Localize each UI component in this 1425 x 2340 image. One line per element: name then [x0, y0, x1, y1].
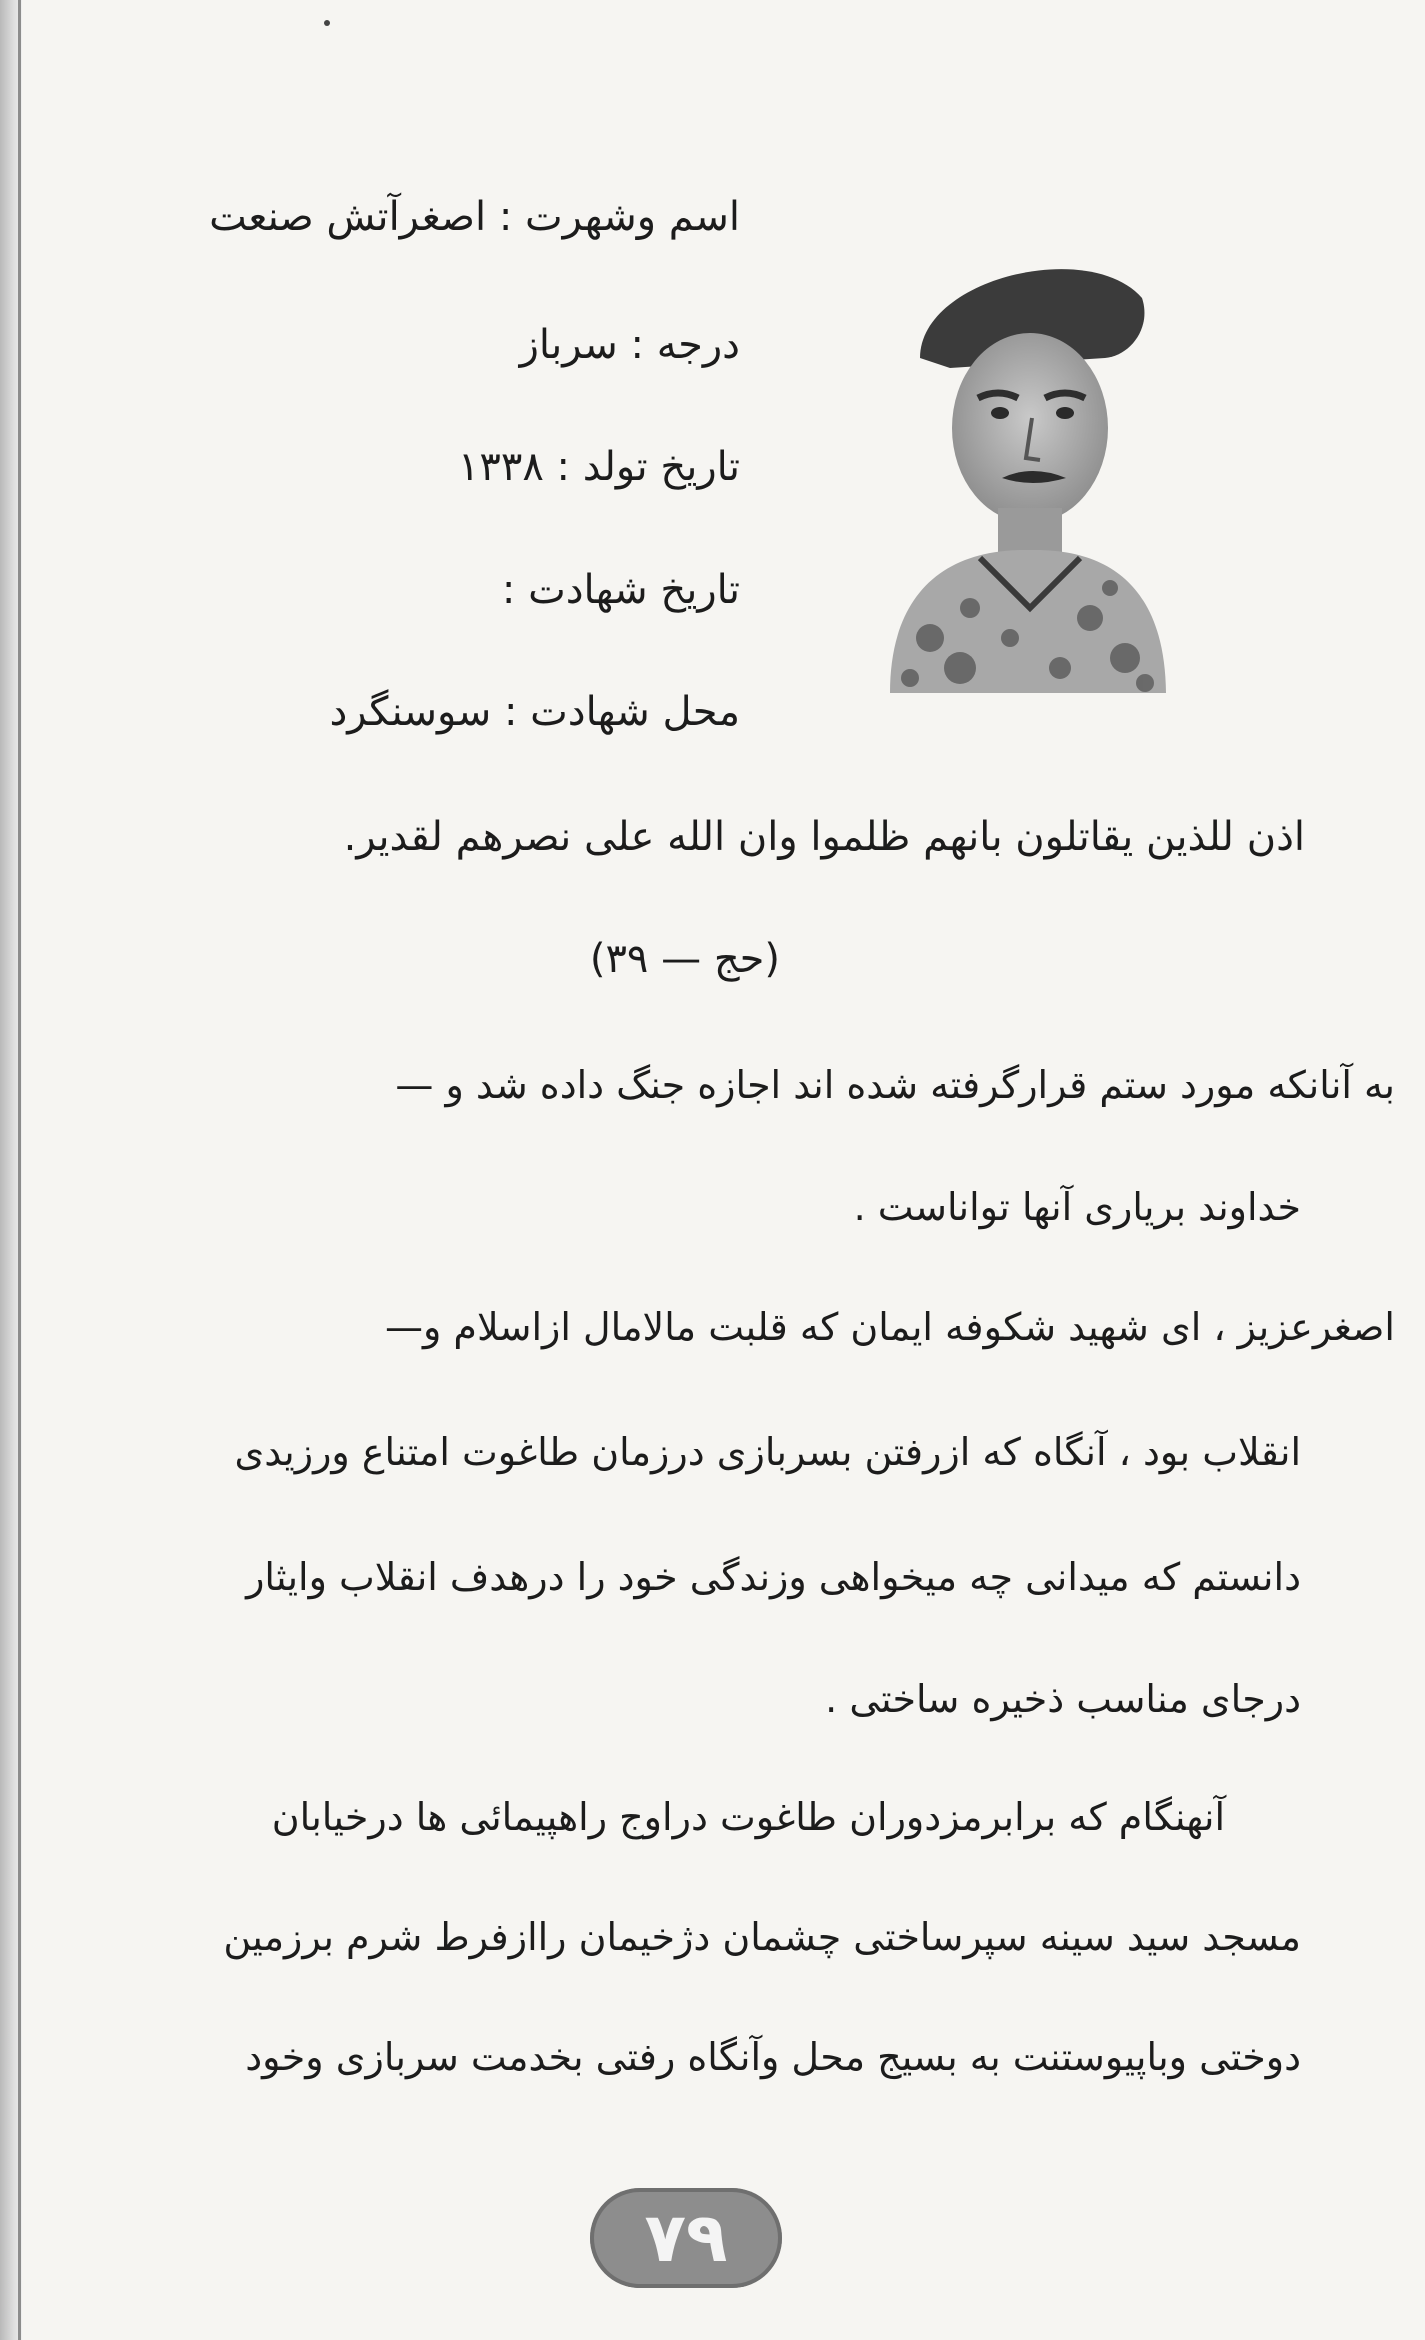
scan-speck — [324, 20, 330, 26]
rank-line: درجه : سرباز — [519, 322, 740, 368]
body-line-3: دانستم که میدانی چه میخواهی وزندگی خود را درهدف انقلاب وایثار — [246, 1555, 1301, 1599]
portrait-photo — [880, 238, 1166, 693]
birth-date-line: تاریخ تولد : ۱۳۳۸ — [457, 444, 740, 490]
portrait-illustration — [880, 238, 1166, 693]
body-line-7: دوختی وباپیوستنت به بسیج محل وآنگاه رفتی بخدمت سربازی وخود — [245, 2035, 1301, 2079]
translation-line-1: به آنانکه مورد ستم قرارگرفته شده اند اجازه جنگ داده شد و — — [395, 1063, 1395, 1107]
page-number-badge — [590, 2188, 782, 2288]
translation-line-2: خداوند بریاری آنها تواناست . — [853, 1185, 1301, 1229]
verse-reference: (حج — ۳۹) — [589, 936, 780, 982]
body-line-2: انقلاب بود ، آنگاه که ازرفتن بسربازی درزمان طاغوت امتناع ورزیدی — [234, 1430, 1301, 1474]
body-line-4: درجای مناسب ذخیره ساختی . — [825, 1677, 1301, 1721]
body-line-1: اصغرعزیز ، ای شهید شکوفه ایمان که قلبت مالامال ازاسلام و— — [384, 1305, 1395, 1349]
name-line: اسم وشهرت : اصغرآتش صنعت — [209, 194, 740, 240]
body-line-5: آنهنگام که برابرمزدوران طاغوت دراوج راهپیمائی ها درخیابان — [271, 1795, 1225, 1839]
body-line-6: مسجد سید سینه سپرساختی چشمان دژخیمان راازفرط شرم برزمین — [223, 1915, 1301, 1959]
martyrdom-date-line: تاریخ شهادت : — [501, 567, 740, 613]
page-number: ۷۹ — [644, 2198, 728, 2278]
quran-verse: اذن للذین یقاتلون بانهم ظلموا وان الله علی نصرهم لقدیر. — [343, 814, 1305, 860]
martyrdom-place-line: محل شهادت : سوسنگرد — [329, 689, 740, 735]
spine-edge-line — [18, 0, 21, 2340]
